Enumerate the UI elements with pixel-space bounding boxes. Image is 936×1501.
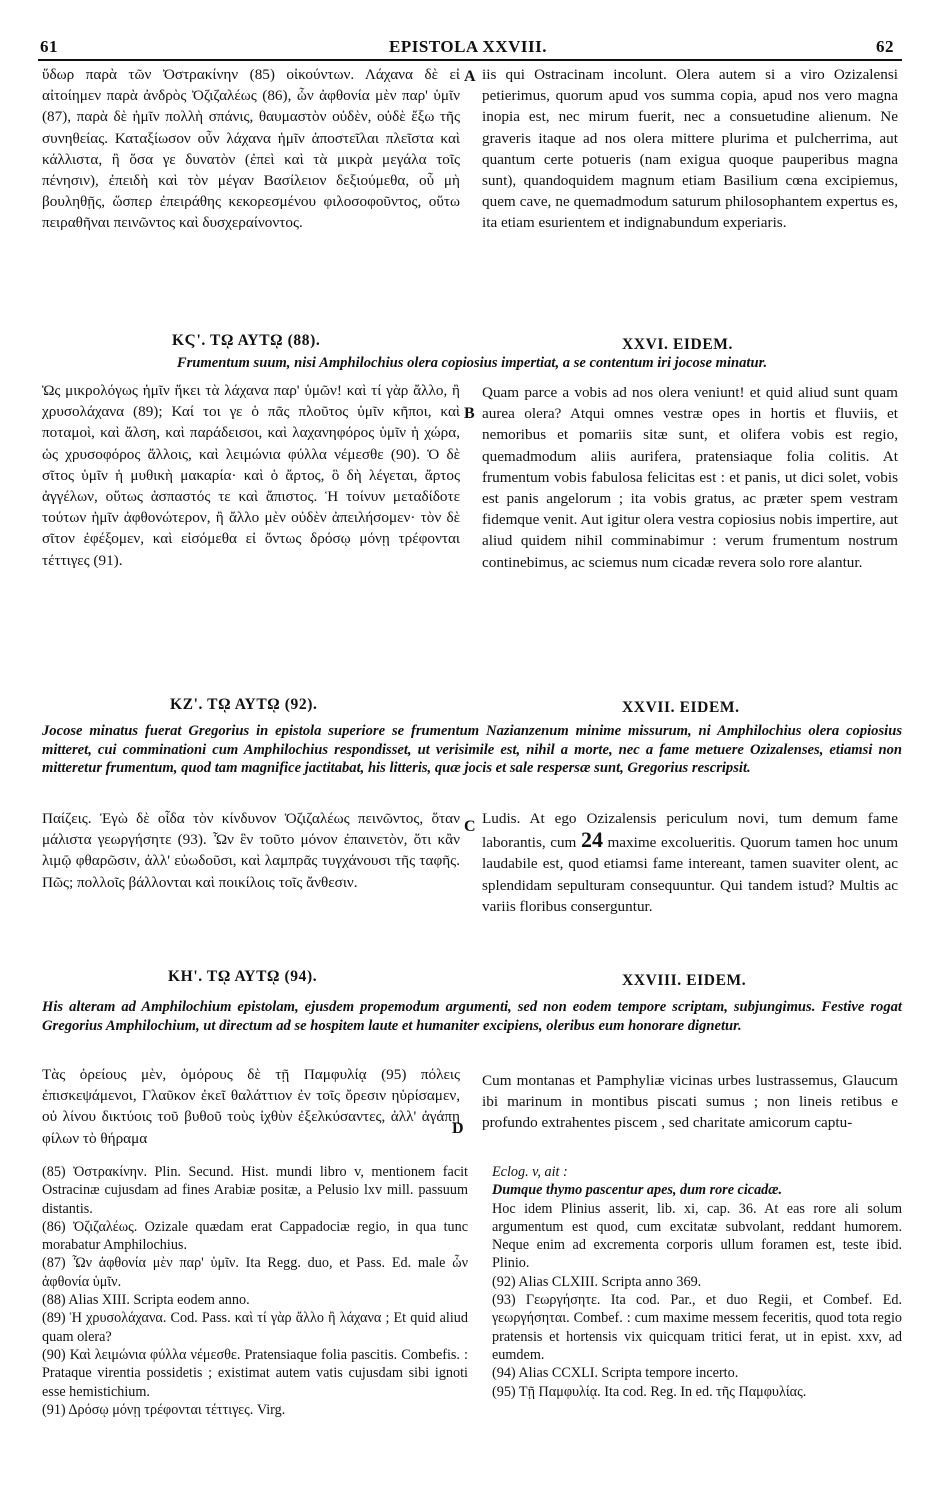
footnote: (91) Δρόσῳ μόνῃ τρέφονται τέττιγες. Virg. (42, 1401, 286, 1418)
footnote: (87) Ὧν ἀφθονία μὲν παρ' ὑμῖν. Ita Regg. duo, et Pass. Ed. male ὧν ἀφθονία ὑμῖν. (42, 1255, 468, 1290)
letter-27-latin-title: XXVII. EIDEM. (622, 699, 740, 716)
footnote-quote: Dumque thymo pascentur apes, dum rore cicadæ. (492, 1182, 783, 1199)
footnote: (88) Alias XIII. Scripta eodem anno. (42, 1292, 250, 1309)
footnote: (85) Ὀστρακίνην. Plin. Secund. Hist. mundi libro v, mentionem facit Ostracinæ cujusdam ad fines Arabiæ positæ, a Pelusio lxv mill. passuum distantis. (42, 1164, 468, 1217)
footnote: Eclog. v, ait : (492, 1164, 568, 1180)
column-number: 24 (580, 827, 603, 853)
footnote: (95) Τῇ Παμφυλίᾳ. Ita cod. Reg. In ed. τῆς Παμφυλίας. (492, 1383, 807, 1400)
footnotes-left (42, 1163, 468, 1419)
margin-letter-d: D (452, 1120, 464, 1137)
greek-text-block-1: ὕδωρ παρὰ τῶν Ὀστρακίνην (85) οἰκούντων. Λάχανα δὲ εἰ αἰτοίημεν παρὰ ἀνδρὸς Ὀζιζαλέως (86), ὧν ἀφθονία μὲν παρ' ὑμῖν (87), παρὰ δὲ ἡμῖν πολλὴ σπάνις, θαυμαστὸν οὐδὲν, οὐδὲ ἔξω τῆς συνηθείας. Καταξίωσον οὖν λάχανα ἡμῖν ἀποστεῖλαι πλεῖστα καὶ κάλλιστα, ἢ ὅσα γε δυνατὸν (ἐπεὶ καὶ τὰ μικρὰ μεγάλα τοῖς πένησιν), ἐπειδὴ καὶ τὸν μέγαν Βασίλειον δεξιούμεθα, οὗ μὴ βουληθῇς, ὥσπερ ἐπειράθης κεκορεσμένου φιλοσοφοῦντος, οὕτω πειραθῆναι πεινῶντος καὶ δυσχεραίνοντος. (42, 66, 460, 232)
footnote: (90) Καὶ λειμώνια φύλλα νέμεσθε. Pratensiaque folia pascitis. Combefis. : Prataque virentia possidetis ; existimat autem vatis cujusdam sibi ignoti esse hemistichium. (42, 1346, 468, 1400)
letter-28-greek-text: Τὰς ὀρείους μὲν, ὁμόρους δὲ τῇ Παμφυλίᾳ (95) πόλεις ἐπισκεψάμενοι, Γλαῦκον ἐκεῖ θαλάττιον ἐν τοῖς ὄρεσιν ηὑρίσαμεν, οὐ λίνου δικτύοις τοῦ βυθοῦ τοὺς ἰχθὺν ἐξελκύσαντες, ἀλλ' ἀγάπῃ φίλων τὸ θήραμα (42, 1066, 460, 1147)
margin-letter-c: C (464, 818, 476, 835)
page-number-left: 61 (40, 37, 58, 56)
letter-27-summary: Jocose minatus fuerat Gregorius in epistola superiore se frumentum Nazianzenum minime missurum, ni Amphilochius olera copiosius mitteret, cui comminationi cum Amphilochius respondisset, ut verisimile est, nihil a morte, nec a fame metuere Ozizalenses, etiamsi non mitteretur frumentum, quod tam magnifice jactitabat, his litteris, quæ jocis et sale respersæ sunt, Gregorius rescripsit. (42, 723, 902, 777)
letter-28-latin-title: XXVIII. EIDEM. (622, 972, 747, 989)
letter-27-greek-title: ΚΖ'. Τῼ ΑΥΤῼ (92). (170, 696, 318, 713)
margin-letter-b: B (464, 405, 475, 422)
letter-26-greek-text: Ὡς μικρολόγως ἡμῖν ἥκει τὰ λάχανα παρ' ὑμῶν! καὶ τί γὰρ ἄλλο, ἢ χρυσολάχανα (89); Καί τοι γε ὁ πᾶς πλοῦτος ὑμῖν κῆποι, καὶ ποταμοὶ, καὶ ἄλση, καὶ παράδεισοι, καὶ λαχανηφόρος ὑμῖν ἡ χώρα, ὡς χρυσοφόρος ἄλλοις, καὶ λειμώνια φύλλα νέμεσθε (90). Ὁ δὲ σῖτος ὑμῖν ἡ μυθικὴ μακαρία· καὶ ὁ ἄρτος, ὃ δὴ λέγεται, ἄρτος ἀγγέλων, οὕτως ἀσπαστός τε καὶ ἄπιστος. Ἡ τοίνυν μεταδίδοτε τούτων ἡμῖν ἀφθονώτερον, ἢ ἄλλο μὲν οὐδὲν ἀπειλήσομεν· τὸν δὲ σῖτον ἐφέξομεν, καὶ εἰσόμεθα εἰ ὄντως δρόσῳ μόνῃ τρέφονται τέττιγες (91). (42, 382, 460, 569)
footnote: (93) Γεωργήσητε. Ita cod. Par., et duo Regii, et Combef. Ed. γεωργήσηται. Combef. : cum maxime messem feceritis, quod tota regio pratensis et hortensis vix quicquam tritici ferat, ut in epist. xxv, ad eumdem. (492, 1292, 902, 1363)
header-rule (38, 59, 902, 61)
footnote: (92) Alias CLXIII. Scripta anno 369. (492, 1273, 702, 1290)
letter-26-greek-title: ΚϚ'. Τῼ ΑΥΤῼ (88). (172, 332, 321, 349)
letter-26-summary: Frumentum suum, nisi Amphilochius olera copiosius impertiat, a se contentum iri jocose minatur. (176, 355, 768, 371)
letter-26-latin-title: XXVI. EIDEM. (622, 336, 733, 353)
running-title: EPISTOLA XXVIII. (389, 37, 547, 56)
footnote: Hoc idem Plinius asserit, lib. xi, cap. 36. At eas rore ali solum argumentum est quod, cum excitatæ subvolant, reddant humorem. Neque enim ad excrementa corporis ullum foramen est, teste ibid. Plinio. (492, 1200, 902, 1272)
letter-28-summary: His alteram ad Amphilochium epistolam, ejusdem propemodum argumenti, sed non eodem tempore scriptam, subjungimus. Festive rogat Gregorius Amphilochium, ut directum ad se hospitem laute et humaniter excipiens, oleribus eum honorare dignetur. (42, 999, 902, 1034)
footnote: (89) Ἡ χρυσολάχανα. Cod. Pass. καὶ τί γὰρ ἄλλο ἢ λάχανα ; Et quid aliud quam olera? (42, 1310, 468, 1345)
letter-27-latin-text: Ludis. At ego Ozizalensis periculum novi, tum demum fame laborantis, cum 24 maxime excolueritis. Quorum tamen hoc unum laudabile est, quod etiamsi fame intereant, tamen suaviter olent, ac splendidam sepulturam consequuntur. Qui tandem istud? Multis ac variis floribus conserguntur. (482, 810, 899, 915)
page-number-right: 62 (876, 37, 894, 56)
footnote: (94) Alias CCXLI. Scripta tempore incerto. (492, 1365, 739, 1382)
letter-26-latin-text: Quam parce a vobis ad nos olera veniunt! et quid aliud sunt quam aurea olera? Atqui omnes vestræ opes in hortis et fluviis, et nemoribus et pomariis sitæ sunt, et olifera vobis est regio, quemadmodum aliis aurifera, pratensiaque folia colitis. At frumentum vobis fabulosa felicitas est : et panis, ut dici solet, vobis est panis angelorum ; ita vobis gratus, ac præter spem vestram fidemque venit. Aut igitur olera vestra copiosius nobis impertire, aut aliud quidem nihil comminabimur : verum frumentum nostrum continebimus, ac sciemus num cicadæ revera solo rore alantur. (482, 384, 898, 571)
latin-text-block-1: iis qui Ostracinam incolunt. Olera autem si a viro Ozizalensi petierimus, quorum apud vos summa copia, apud nos vero magna inopia est, nec mirum fuerit, nec a consuetudine alienum. Ne graveris itaque ad nos olera mittere plurima et pulcherrima, aut quantum certe potueris (nam exigua quoque pauperibus magna sunt), quandoquidem magnum etiam Basilium cœna excipiemus, quem cave, ne quemadmodum saturum philosophantem expertus es, ita etiam esurientem et indignabundum experiaris. (482, 66, 898, 232)
letter-28-latin-text: Cum montanas et Pamphyliæ vicinas urbes lustrassemus, Glaucum ibi marinum in montibus piscati sumus ; non lineis retibus e profundo extrahentes piscem , sed charitate amicorum captu- (482, 1072, 898, 1132)
letter-27-greek-text: Παίζεις. Ἐγὼ δὲ οἶδα τὸν κίνδυνον Ὀζιζαλέως πεινῶντος, ὅταν μάλιστα γεωργήσητε (93). Ὧν ἓν τοῦτο μόνον ἐπαινετὸν, ὅτι κἂν λιμῷ φθαρῶσιν, ἀλλ' εὐωδοῦσι, καὶ λαμπρᾶς τυγχάνουσι τῆς ταφῆς. Πῶς; πολλοῖς βάλλονται καὶ ποικίλοις τοῖς ἄνθεσιν. (42, 810, 460, 891)
letter-28-greek-title: ΚΗ'. Τῼ ΑΥΤῼ (94). (168, 968, 318, 985)
footnote: (86) Ὀζιζαλέως. Ozizale quædam erat Cappadociæ regio, in qua tunc morabatur Amphilochius. (42, 1218, 468, 1254)
footnotes-right (492, 1163, 902, 1401)
margin-letter-a: A (464, 68, 476, 85)
